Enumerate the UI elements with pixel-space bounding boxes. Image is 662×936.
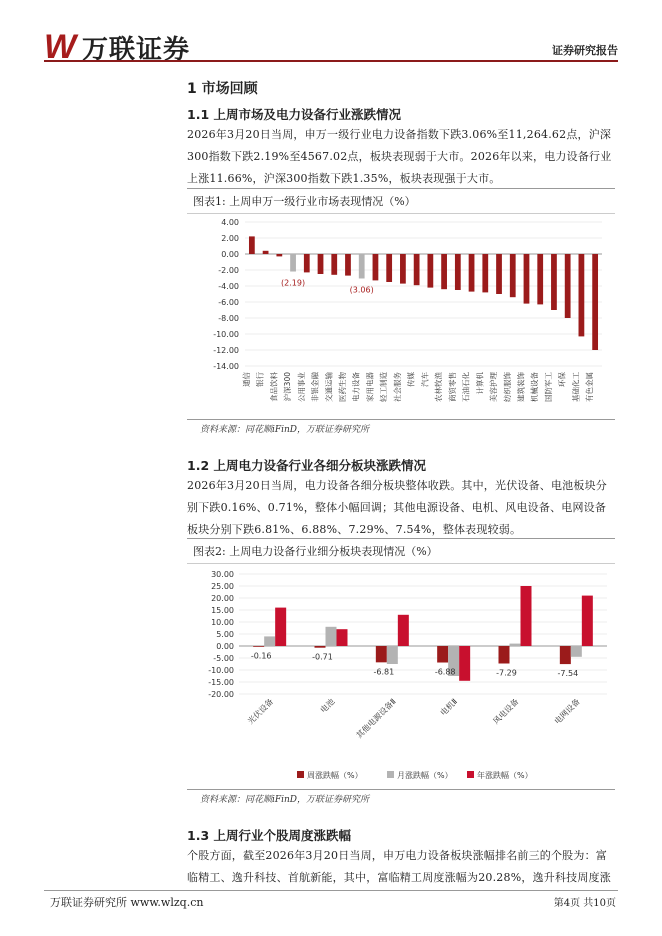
bar-其他电源设备Ⅱ-0 [376,646,387,662]
y-tick-label: 25.00 [211,582,234,591]
bar-风电设备-2 [521,586,532,646]
bar-沪深300 [290,254,296,272]
subsection-title-1-3: 1.3 上周行业个股周度涨跌幅 [187,828,351,843]
bar-电机Ⅱ-2 [459,646,470,681]
subsection-title-1-1: 1.1 上周市场及电力设备行业涨跌情况 [187,107,401,122]
x-tick-label: 公用事业 [296,372,306,402]
x-tick-label: 医药生物 [337,372,347,402]
report-type-label: 证券研究报告 [552,44,618,57]
bar-国防军工 [551,254,557,310]
y-tick-label: -14.00 [213,362,239,371]
y-tick-label: -10.00 [213,330,239,339]
bar-电机Ⅱ-0 [437,646,448,663]
y-tick-label: -6.00 [218,298,239,307]
x-tick-label: 商贸零售 [447,372,457,402]
y-tick-label: -4.00 [218,282,239,291]
brand-logo-text: 万联证券 [82,35,191,65]
figure-2 [187,538,615,790]
bar-社会服务 [400,254,406,284]
bar-有色金属 [592,254,598,350]
x-tick-label: 电池 [318,697,337,715]
bar-光伏设备-2 [275,608,286,646]
x-tick-label: 传媒 [406,372,416,387]
bar-计算机 [482,254,488,292]
section-title: 1 市场回顾 [187,81,258,97]
bar-家用电器 [373,254,379,280]
bar-电网设备-0 [560,646,571,664]
paragraph-market-review: 2026年3月20日当周，申万一级行业电力设备指数下跌3.06%至11,264.62点，沪深300指数下跌2.19%至4567.02点，板块表现弱于大市。2026年以来，电力设备行业上涨11.66%，沪深300指数下跌1.35%，板块表现强于大市。 [187,128,612,185]
legend-swatch [297,771,304,778]
legend-label: 周涨跌幅（%） [307,771,363,780]
bar-风电设备-1 [510,644,521,646]
x-tick-label: 轻工制造 [379,372,389,402]
subsection-title-1-2: 1.2 上周电力设备行业各细分板块涨跌情况 [187,458,426,473]
y-tick-label: -5.00 [213,654,234,663]
footer-site: 万联证券研究所 www.wlzq.cn [50,896,204,909]
figure-1-title: 图表1: 上周申万一级行业市场表现情况（%） [187,189,615,214]
bar-医药生物 [345,254,351,276]
bar-商贸零售 [455,254,461,290]
figure-1 [187,188,615,420]
x-tick-label: 其他电源设备Ⅱ [354,697,398,741]
subsector-performance-chart [187,564,615,792]
bar-电池-0 [315,646,326,648]
bar-其他电源设备Ⅱ-1 [387,646,398,664]
y-tick-label: -20.00 [208,690,234,699]
bar-交通运输 [331,254,337,275]
legend-swatch [387,771,394,778]
bar-食品饮料 [276,254,282,256]
bar-风电设备-0 [499,646,510,663]
x-tick-label: 基础化工 [571,372,581,402]
industry-performance-chart [187,214,615,422]
bar-电力设备 [359,254,365,278]
bar-纺织服饰 [510,254,516,297]
legend-swatch [467,771,474,778]
bar-非银金融 [318,254,324,274]
data-label: (2.19) [281,278,306,288]
y-tick-label: 5.00 [216,630,234,639]
x-tick-label: 建筑装饰 [516,372,526,402]
bar-光伏设备-1 [264,636,275,646]
bar-汽车 [427,254,433,288]
y-tick-label: 4.00 [221,218,239,227]
y-tick-label: -15.00 [208,678,234,687]
x-tick-label: 纺织服饰 [502,372,512,402]
bar-基础化工 [579,254,585,336]
x-tick-label: 石油石化 [461,372,471,402]
bar-美容护理 [496,254,502,294]
header-divider [44,60,618,62]
x-tick-label: 非银金融 [310,372,320,402]
paragraph-subsector-review: 2026年3月20日当周，电力设备各细分板块整体收跌。其中，光伏设备、电池板块分别下跌0.16%、0.71%，整体小幅回调；其他电源设备、电机、风电设备、电网设备板块分别下跌6.81%、6.88%、7.29%、7.54%，整体表现较弱。 [187,479,607,536]
bar-电网设备-1 [571,646,582,657]
figure-2-title: 图表2: 上周电力设备行业细分板块表现情况（%） [187,539,615,564]
x-tick-label: 银行 [255,372,265,387]
legend-label: 年涨跌幅（%） [477,771,533,780]
x-tick-label: 交通运输 [324,372,334,402]
x-tick-label: 食品饮料 [269,372,279,402]
bar-农林牧渔 [441,254,447,289]
y-tick-label: -10.00 [208,666,234,675]
bar-银行 [263,251,269,254]
y-tick-label: 2.00 [221,234,239,243]
x-tick-label: 农林牧渔 [434,372,444,402]
y-tick-label: 15.00 [211,606,234,615]
x-tick-label: 计算机 [475,372,485,395]
y-tick-label: 30.00 [211,570,234,579]
x-tick-label: 美容护理 [489,372,499,402]
x-tick-label: 风电设备 [491,697,521,727]
x-tick-label: 机械设备 [530,372,540,402]
x-tick-label: 光伏设备 [246,697,276,727]
x-tick-label: 汽车 [420,372,430,387]
x-tick-label: 通信 [241,372,251,387]
figure-2-source: 资料来源：同花顺iFinD，万联证券研究所 [200,795,370,805]
footer-divider [44,890,618,891]
legend-label: 月涨跌幅（%） [397,771,453,780]
bar-公用事业 [304,254,310,272]
y-tick-label: -2.00 [218,266,239,275]
x-tick-label: 沪深300 [283,372,293,402]
bar-机械设备 [537,254,543,304]
bar-环保 [565,254,571,318]
paragraph-stock-review: 个股方面，截至2026年3月20日当周，申万电力设备板块涨幅排名前三的个股为：富临精工、逸升科技、首航新能，其中，富临精工周度涨幅为20.28%，逸升科技周度涨 [187,849,611,884]
figure-1-source: 资料来源：同花顺iFinD，万联证券研究所 [200,425,370,435]
x-tick-label: 电机Ⅱ [438,697,460,718]
y-tick-label: 0.00 [221,250,239,259]
bar-传媒 [414,254,420,285]
y-tick-label: -12.00 [213,346,239,355]
x-tick-label: 国防军工 [543,372,553,402]
x-tick-label: 电力设备 [351,372,361,402]
data-label: -6.81 [373,667,395,677]
x-tick-label: 家用电器 [365,372,375,402]
brand-logo-mark: W [44,28,75,66]
y-tick-label: 10.00 [211,618,234,627]
y-tick-label: 0.00 [216,642,234,651]
bar-电网设备-2 [582,596,593,646]
data-label: -7.54 [557,669,579,679]
x-tick-label: 社会服务 [392,372,402,402]
data-label: -0.71 [312,652,333,662]
bar-电池-1 [326,627,337,646]
bar-其他电源设备Ⅱ-2 [398,615,409,646]
x-tick-label: 环保 [557,372,567,387]
bar-光伏设备-0 [253,646,264,647]
x-tick-label: 有色金属 [585,372,595,402]
data-label: -6.88 [434,667,456,677]
data-label: -0.16 [250,651,272,661]
bar-石油石化 [469,254,475,292]
y-tick-label: -8.00 [218,314,239,323]
page-number: 第4页 共10页 [553,898,616,909]
bar-通信 [249,236,255,254]
bar-轻工制造 [386,254,392,282]
bar-电池-2 [337,629,348,646]
x-tick-label: 电网设备 [552,697,582,727]
data-label: (3.06) [349,285,374,295]
y-tick-label: 20.00 [211,594,234,603]
data-label: -7.29 [496,668,517,678]
bar-建筑装饰 [524,254,530,304]
